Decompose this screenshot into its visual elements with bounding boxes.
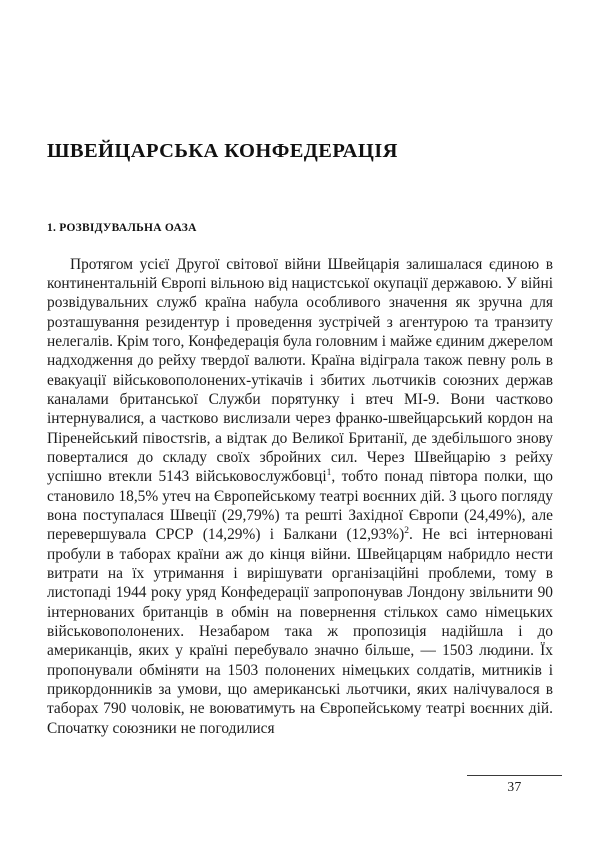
- paragraph-segment-2: , тобто понад півтора полки, що становило 18,5% утеч на Європейському театрі воєнних дій. З цього погляду вона поступалася Швеції (29,79%) та решті Західної Європи (24,49%), але перевершувала СРСР (14,29%) і Балкани (12,93%): [47, 468, 554, 544]
- paragraph-segment-1: Протягом усієї Другої світової війни Швейцарія залишалася єдиною в континентальній Європі вільною від нацистської окупації державою. У війні розвідувальних служб країна набула особливого значення як зручна для розташування резидентур і проведення зустрічей з агентурою та транзиту нелегалів. Крім того, Конфедерація була головним і майже єдиним джерелом надходження до рейху твердої валюти. Країна відіграла також певну роль в евакуації військовополонених-утікачів і збитих льотчиків союзних держав каналами британської Служби порятунку і втеч МІ-9. Вони частково інтернувалися, а частково вислизали через франко-швейцарський кордон на Піренейський півостsrів, а відтак до Великої Британії, де здебільшого знову поверталися до складу своїх збройних сил. Через Швейцарію з рейху успішно втекли 5143 військовослужбовці: [47, 255, 553, 486]
- body-paragraph: [47, 255, 553, 739]
- section-heading: 1. РОЗВІДУВАЛЬНА ОАЗА: [47, 221, 197, 234]
- page-content: [47, 0, 553, 738]
- page-number: 37: [507, 779, 522, 794]
- footer-divider: [467, 775, 562, 776]
- paragraph-segment-3: . Не всі інтерновані пробули в таборах країни аж до кінця війни. Швейцарцям набридло нести витрати на їх утримання і вирішувати організаційні проблеми, тому в листопаді 1944 року уряд Конфедерації запропонував Лондону звільнити 90 інтернованих британців в обмін на повернення стількох само німецьких військовополонених. Незабаром така ж пропозиція надійшла і до американців, яких у країні перебувало значно більше, — 1503 людини. Їх пропонували обміняти на 1503 полонених німецьких солдатів, митників і прикордонників за умови, що американські льотчики, яких налічувалося в таборах 790 чоловік, не воюватимуть на Європейському театрі воєнних дій. Спочатку союзники не погодилися: [47, 526, 553, 737]
- footnote-marker-2: 2: [404, 525, 410, 537]
- page-footer: [467, 775, 562, 795]
- footnote-marker-1: 1: [326, 467, 332, 479]
- chapter-title: ШВЕЙЦАРСЬКА КОНФЕДЕРАЦІЯ: [47, 140, 398, 162]
- body-text-block: [47, 234, 553, 739]
